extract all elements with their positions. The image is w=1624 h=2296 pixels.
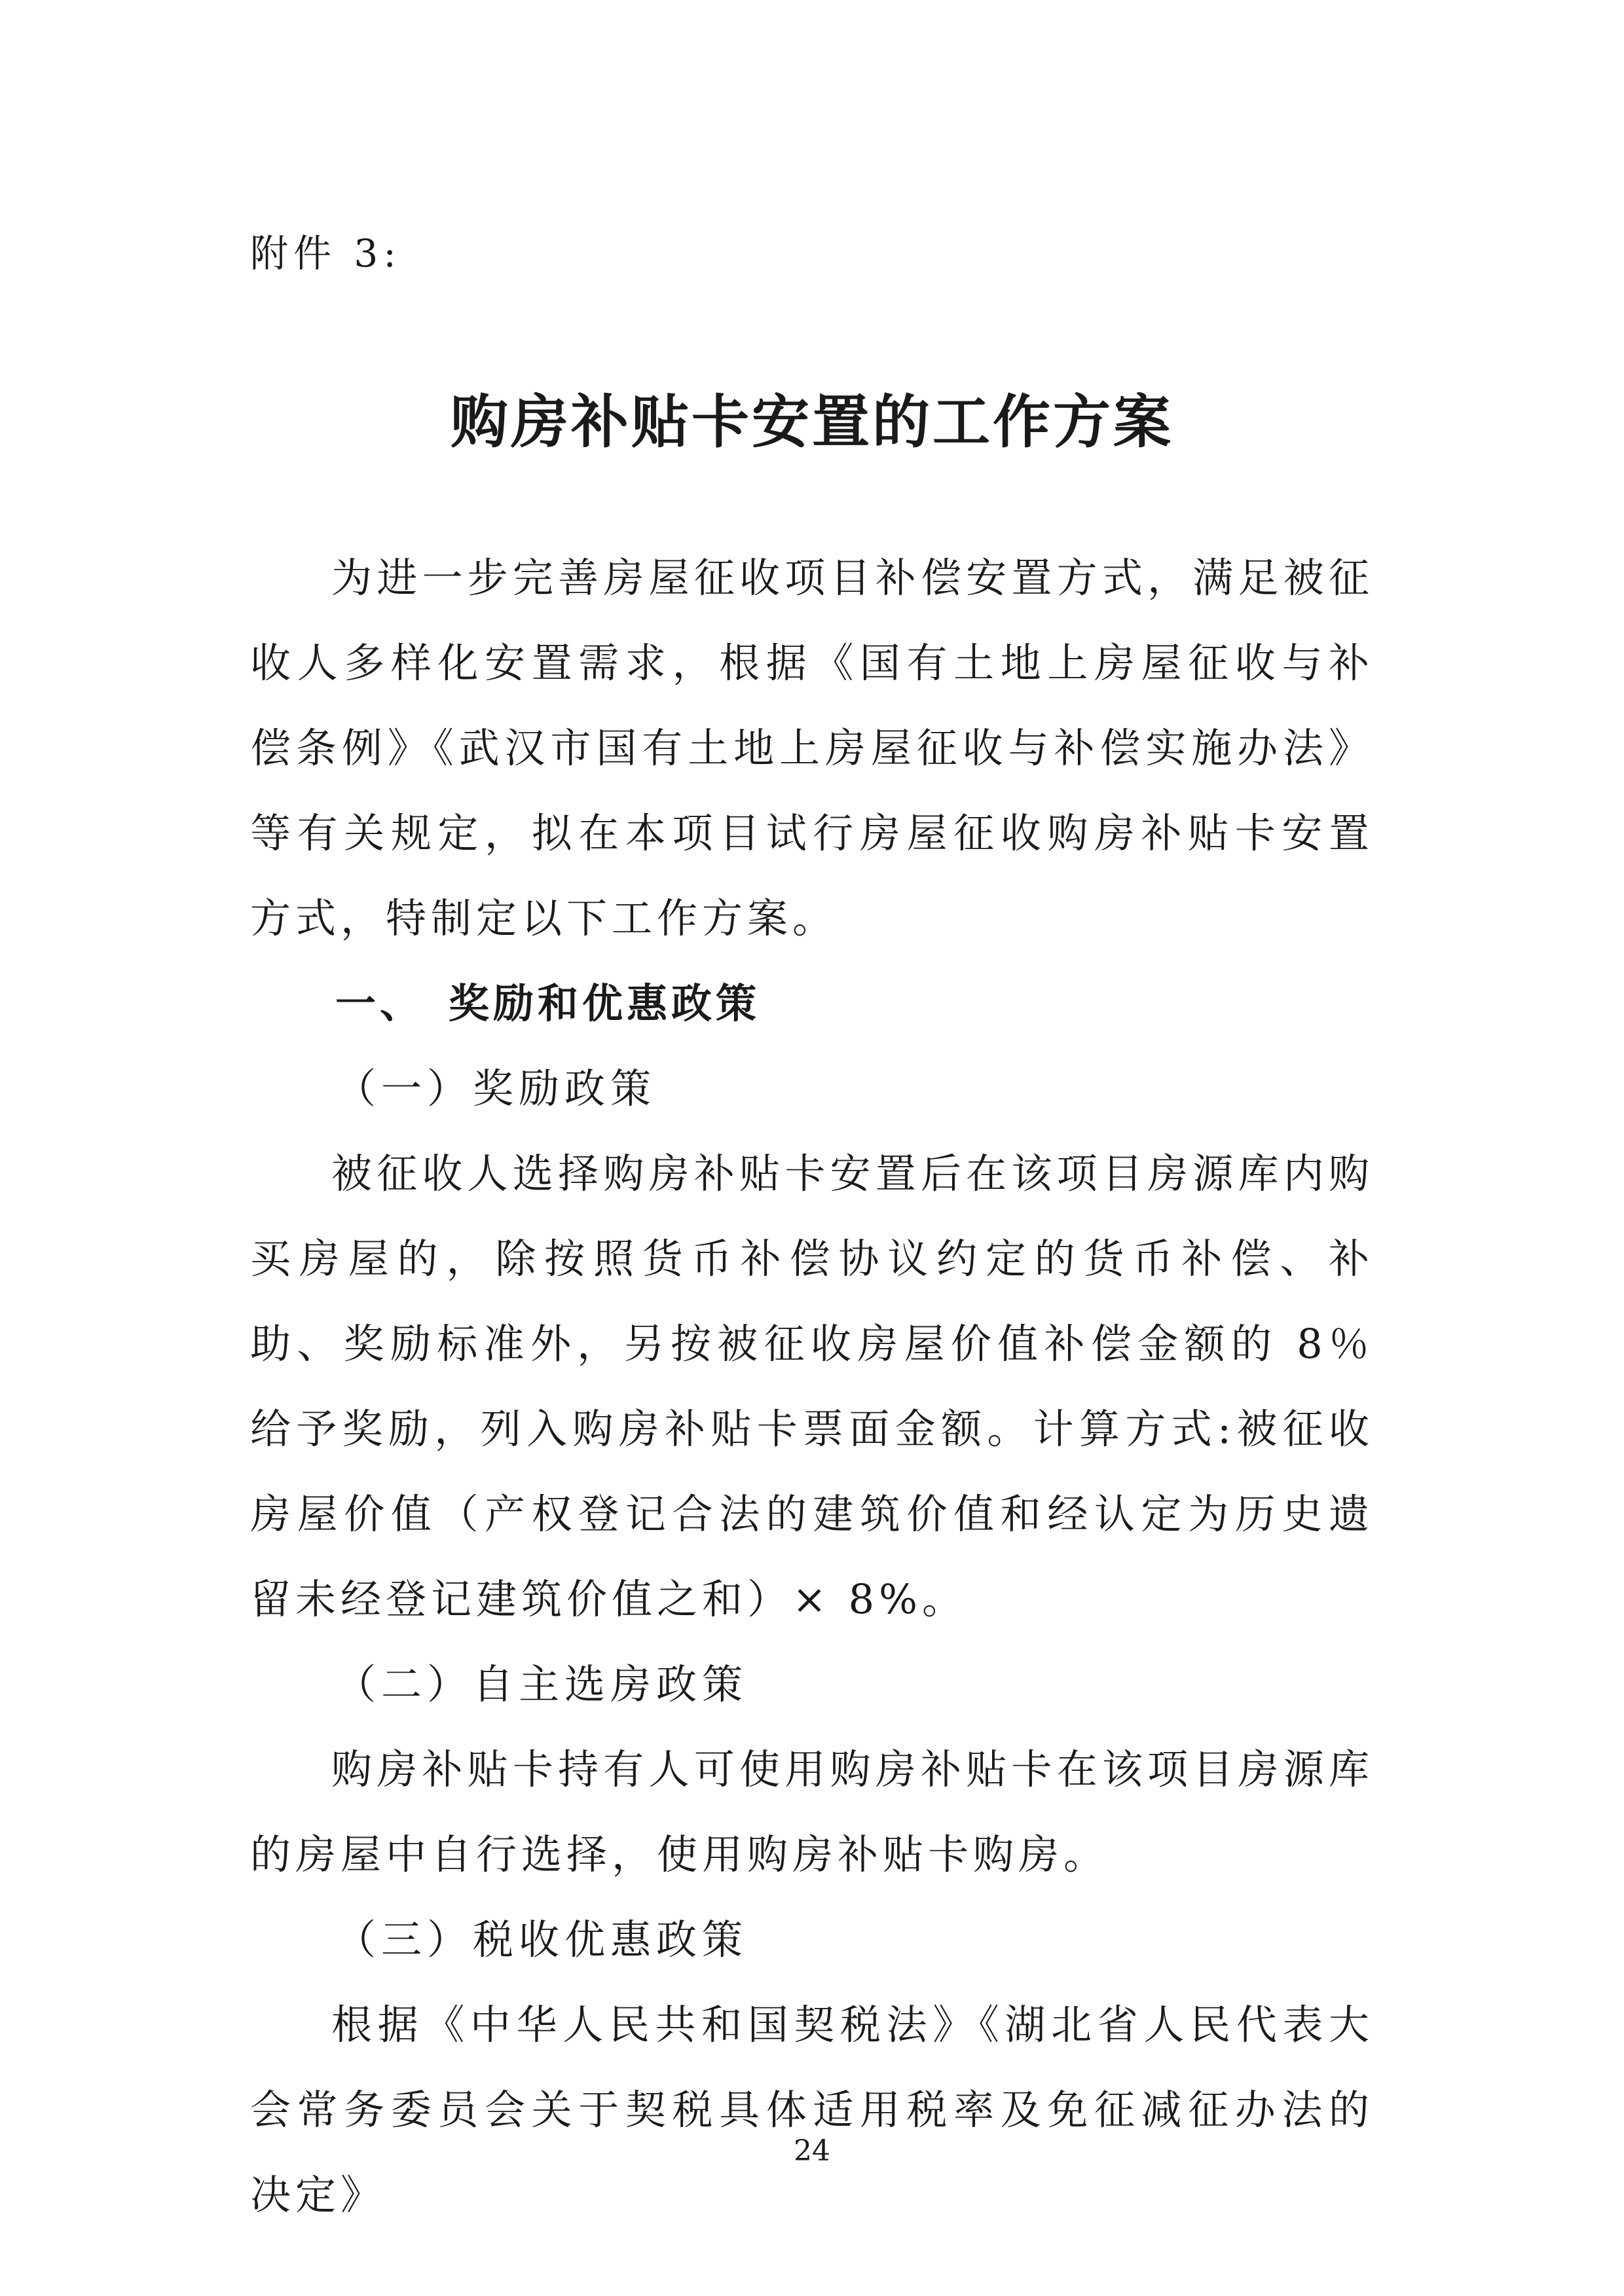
subsection-heading-reward-policy: （一）奖励政策 [335,1065,657,1112]
page-number: 24 [794,2134,830,2168]
document-body [250,536,1374,2238]
attachment-label: 附件 3: [250,231,401,276]
tax-policy-paragraph: 根据《中华人民共和国契税法》《湖北省人民代表大会常务委员会关于契税具体适用税率及免征减征办法的决定》 [250,2001,1374,2219]
document-title: 购房补贴卡安置的工作方案 [450,388,1173,456]
subsection-heading-tax-policy: （三）税收优惠政策 [335,1916,748,1963]
section-heading-rewards: 一、 奖励和优惠政策 [335,979,761,1027]
intro-paragraph: 为进一步完善房屋征收项目补偿安置方式，满足被征收人多样化安置需求，根据《国有土地上房屋征收与补偿条例》《武汉市国有土地上房屋征收与补偿实施办法》等有关规定，拟在本项目试行房屋征收购房补贴卡安置方式，特制定以下工作方案。 [250,554,1374,942]
reward-policy-paragraph: 被征收人选择购房补贴卡安置后在该项目房源库内购买房屋的，除按照货币补偿协议约定的货币补偿、补助、奖励标准外，另按被征收房屋价值补偿金额的 8％给予奖励，列入购房补贴卡票面金额。计算方式:被征收房屋价值（产权登记合法的建筑价值和经认定为历史遗留未经登记建筑价值之和）× 8%。 [250,1150,1374,1623]
subsection-heading-house-selection: （二）自主选房政策 [335,1660,748,1708]
house-selection-paragraph: 购房补贴卡持有人可使用购房补贴卡在该项目房源库的房屋中自行选择，使用购房补贴卡购房。 [250,1745,1374,1878]
